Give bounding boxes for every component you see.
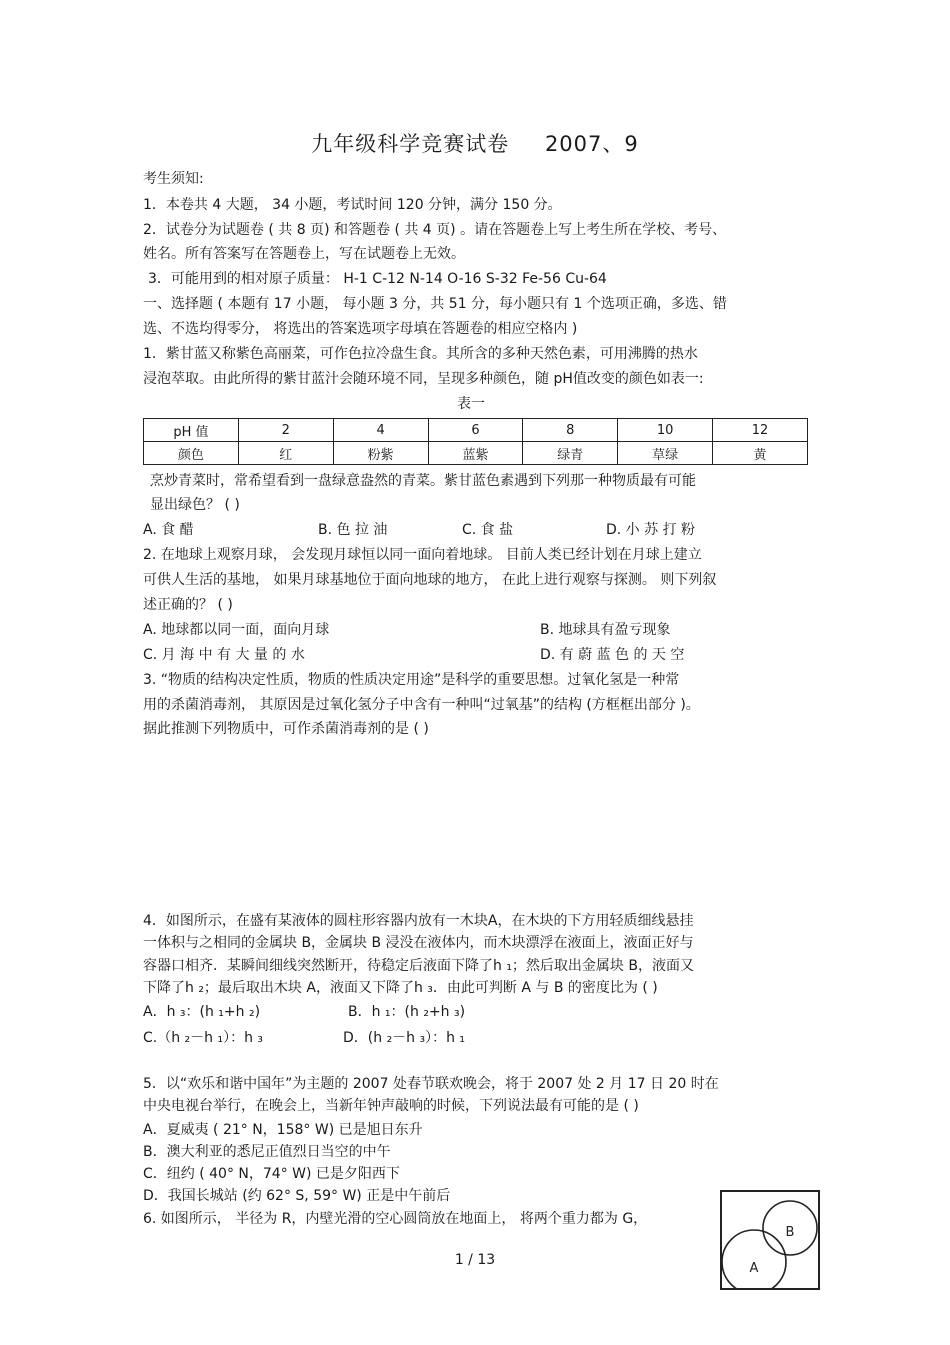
- table-cell: 4: [333, 419, 428, 442]
- q4-option-d: D．(h ₂－h ₃）：h ₁: [343, 1030, 466, 1046]
- q3-line-1: 3. “物质的结构决定性质，物质的性质决定用途”是科学的重要思想。过氧化氢是一种常: [143, 672, 680, 688]
- notice-item-1: 1．本卷共 4 大题， 34 小题，考试时间 120 分钟，满分 150 分。: [143, 197, 562, 213]
- ball-b-label: B: [785, 1225, 795, 1240]
- q4-option-a: A．h ₃：(h ₁+h ₂): [143, 1004, 261, 1020]
- q2-line-3: 述正确的？ ( ): [143, 597, 233, 613]
- table-cell: 6: [428, 419, 523, 442]
- q1-option-c: C. 食 盐: [462, 522, 514, 538]
- q2-option-d: D. 有 蔚 蓝 色 的 天 空: [540, 647, 685, 663]
- q2-line-1: 2. 在地球上观察月球， 会发现月球恒以同一面向着地球。 目前人类已经计划在月球上建立: [143, 547, 702, 563]
- q5-option-c: C．纽约 ( 40° N，74° W) 已是夕阳西下: [143, 1166, 400, 1182]
- table-cell: 草绿: [618, 442, 713, 465]
- page-title: [0, 128, 950, 158]
- table-cell: 10: [618, 419, 713, 442]
- cylinder-balls-figure: [722, 1192, 818, 1288]
- notice-item-2: 2．试卷分为试题卷 ( 共 8 页) 和答题卷 ( 共 4 页) 。请在答题卷上写上考生所在学校、考号、: [143, 222, 727, 238]
- table-cell: pH 值: [144, 419, 239, 442]
- table-cell: 蓝紫: [428, 442, 523, 465]
- table-cell: 黄: [713, 442, 808, 465]
- q2-option-c: C. 月 海 中 有 大 量 的 水: [143, 647, 305, 663]
- table-cell: 2: [238, 419, 333, 442]
- q4-option-c: C.（h ₂－h ₁）：h ₃: [143, 1030, 264, 1046]
- table-cell: 8: [523, 419, 618, 442]
- ball-a-label: A: [749, 1261, 759, 1276]
- q4-line-1: 4．如图所示，在盛有某液体的圆柱形容器内放有一木块A，在木块的下方用轻质细线悬挂: [143, 913, 694, 929]
- q5-line-1: 5．以“欢乐和谐中国年”为主题的 2007 处春节联欢晚会，将于 2007 处 2 月 17 日 20 时在: [143, 1076, 719, 1092]
- notice-item-3: 姓名。所有答案写在答题卷上，写在试题卷上无效。: [143, 246, 465, 262]
- cylinder-balls-diagram: [720, 1190, 820, 1290]
- table-row: [144, 442, 808, 465]
- table-cell: 粉紫: [333, 442, 428, 465]
- q1-line-2: 浸泡萃取。由此所得的紫甘蓝汁会随环境不同，呈现多种颜色，随 pH值改变的颜色如表一:: [143, 371, 704, 387]
- q4-line-3: 容器口相齐．某瞬间细线突然断开，待稳定后液面下降了h ₁；然后取出金属块 B，液面又: [143, 958, 694, 974]
- notice-heading: 考生须知:: [143, 171, 204, 187]
- q4-option-b: B．h ₁：(h ₂+h ₃): [348, 1004, 466, 1020]
- page-number: 1 / 13: [454, 1252, 496, 1268]
- q6-line-1: 6. 如图所示， 半径为 R，内壁光滑的空心圆筒放在地面上， 将两个重力都为 G，: [143, 1211, 648, 1227]
- table-cell: 颜色: [144, 442, 239, 465]
- q1-line-1: 1．紫甘蓝又称紫色高丽菜，可作色拉冷盘生食。其所含的多种天然色素，可用沸腾的热水: [143, 346, 698, 362]
- q3-line-3: 据此推测下列物质中，可作杀菌消毒剂的是 ( ): [143, 721, 429, 737]
- q1-option-b: B. 色 拉 油: [318, 522, 388, 538]
- table-cell: 红: [238, 442, 333, 465]
- table-cell: 12: [713, 419, 808, 442]
- title-date: 2007、9: [544, 132, 639, 156]
- section1-line-1: 一、选择题 ( 本题有 17 小题， 每小题 3 分，共 51 分，每小题只有 1 个选项正确，多选、错: [143, 296, 727, 312]
- q5-option-b: B．澳大利亚的悉尼正值烈日当空的中午: [143, 1144, 391, 1160]
- table-caption: 表一: [457, 396, 485, 412]
- q2-line-2: 可供人生活的基地， 如果月球基地位于面向地球的地方， 在此上进行观察与探测。 则下列叙: [143, 572, 717, 588]
- title-main: 九年级科学竞赛试卷: [311, 132, 510, 156]
- section1-line-2: 选、不选均得零分， 将选出的答案选项字母填在答题卷的相应空格内 ): [143, 321, 578, 337]
- notice-item-4: 3．可能用到的相对原子质量： H-1 C-12 N-14 O-16 S-32 Fe-56 Cu-64: [148, 271, 607, 287]
- q4-line-4: 下降了h ₂；最后取出木块 A，液面又下降了h ₃．由此可判断 A 与 B 的密度比为 ( ): [143, 980, 658, 996]
- q1-option-d: D. 小 苏 打 粉: [606, 522, 696, 538]
- q2-option-b: B. 地球具有盈亏现象: [540, 622, 671, 638]
- q1-after-1: 烹炒青菜时，常希望看到一盘绿意盎然的青菜。紫甘蓝色素遇到下列那一种物质最有可能: [150, 473, 696, 489]
- q5-option-d: D．我国长城站 (约 62° S, 59° W) 正是中午前后: [143, 1188, 451, 1204]
- table-row: [144, 419, 808, 442]
- q4-line-2: 一体积与之相同的金属块 B，金属块 B 浸没在液体内，而木块漂浮在液面上，液面正好与: [143, 935, 694, 951]
- ph-color-table: [143, 418, 808, 465]
- q5-option-a: A．夏威夷 ( 21° N，158° W) 已是旭日东升: [143, 1122, 423, 1138]
- q1-after-2: 显出绿色？ ( ): [150, 497, 240, 513]
- table-cell: 绿青: [523, 442, 618, 465]
- q3-line-2: 用的杀菌消毒剂， 其原因是过氧化氢分子中含有一种叫“过氧基”的结构 (方框框出部分 )。: [143, 697, 700, 713]
- q2-option-a: A. 地球都以同一面，面向月球: [143, 622, 330, 638]
- q1-option-a: A. 食 醋: [143, 522, 194, 538]
- q5-line-2: 中央电视台举行，在晚会上，当新年钟声敲响的时候，下列说法最有可能的是 ( ): [143, 1098, 639, 1114]
